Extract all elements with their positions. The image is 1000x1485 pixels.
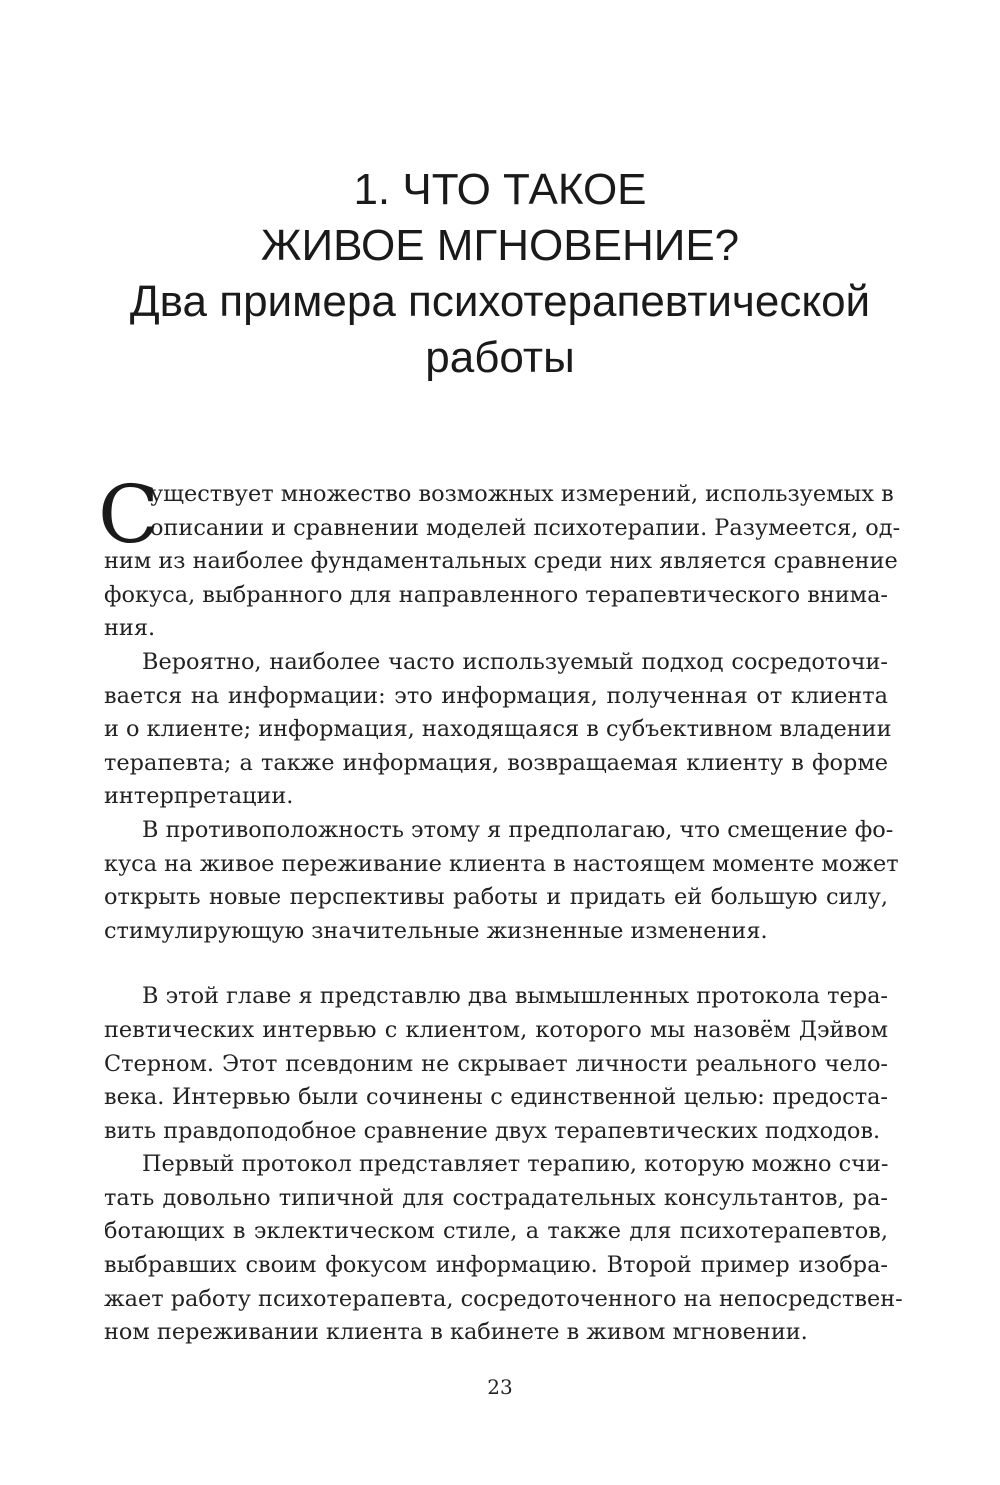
text-line: куса на живое переживание клиента в настоящем моменте может bbox=[104, 850, 899, 877]
chapter-heading-line: ЖИВОЕ МГНОВЕНИЕ? bbox=[260, 221, 740, 270]
text-line: вается на информации: это информация, полученная от клиента bbox=[104, 682, 888, 709]
text-line: Первый протокол представляет терапию, которую можно счи- bbox=[142, 1151, 889, 1178]
chapter-subtitle-line: работы bbox=[425, 333, 575, 382]
text-line: певтических интервью с клиентом, которого мы назовём Дэйвом bbox=[104, 1016, 888, 1043]
chapter-heading-line: 1. ЧТО ТАКОЕ bbox=[353, 165, 647, 214]
text-line: Стерном. Этот псевдоним не скрывает личности реального чело- bbox=[104, 1050, 888, 1077]
text-line: вить правдоподобное сравнение двух терапевтических подходов. bbox=[104, 1117, 881, 1144]
text-line: В этой главе я представлю два вымышленных протокола тера- bbox=[142, 983, 888, 1010]
paragraph-4 bbox=[104, 980, 888, 1148]
text-line: ния. bbox=[104, 615, 156, 642]
chapter-subtitle-line: Два примера психотерапевтической bbox=[129, 277, 871, 326]
chapter-heading bbox=[60, 162, 940, 386]
page-number: 23 bbox=[487, 1375, 513, 1399]
paragraph-2 bbox=[104, 646, 892, 814]
text-line: стимулирующую значительные жизненные изменения. bbox=[104, 917, 768, 944]
text-line: терапевта; а также информация, возвращаемая клиенту в форме bbox=[104, 749, 888, 776]
text-line: выбравших своим фокусом информацию. Второй пример изобра- bbox=[104, 1252, 888, 1279]
text-line: уществует множество возможных измерений, используемых в bbox=[150, 481, 894, 507]
paragraph-1 bbox=[98, 468, 901, 646]
text-line: жает работу психотерапевта, сосредоточенного на непосредствен- bbox=[104, 1285, 903, 1312]
text-line: описании и сравнении моделей психотерапии. Разумеется, од- bbox=[150, 514, 901, 541]
text-line: Вероятно, наиболее часто используемый подход сосредоточи- bbox=[142, 648, 888, 675]
text-line: и о клиенте; информация, находящаяся в субъективном владении bbox=[104, 716, 892, 743]
paragraph-5 bbox=[104, 1148, 903, 1350]
text-line: открыть новые перспективы работы и придать ей большую силу, bbox=[104, 884, 888, 911]
paragraph-3 bbox=[104, 814, 899, 948]
text-line: фокуса, выбранного для направленного терапевтического внима- bbox=[104, 581, 889, 608]
text-line: ном переживании клиента в кабинете в живом мгновении. bbox=[104, 1319, 808, 1346]
text-line: ботающих в эклектическом стиле, а также для психотерапевтов, bbox=[104, 1218, 888, 1245]
text-line: тать довольно типичной для сострадательных консультантов, ра- bbox=[104, 1184, 888, 1211]
body-text bbox=[98, 468, 903, 1350]
text-line: века. Интервью были сочинены с единственной целью: предоста- bbox=[104, 1084, 888, 1111]
section-break bbox=[104, 948, 888, 980]
text-line: интерпретации. bbox=[104, 783, 294, 810]
text-line: В противоположность этому я предполагаю, что смещение фо- bbox=[142, 816, 894, 843]
text-line: ним из наиболее фундаментальных среди них является сравнение bbox=[104, 548, 898, 575]
drop-cap: С bbox=[98, 468, 160, 561]
